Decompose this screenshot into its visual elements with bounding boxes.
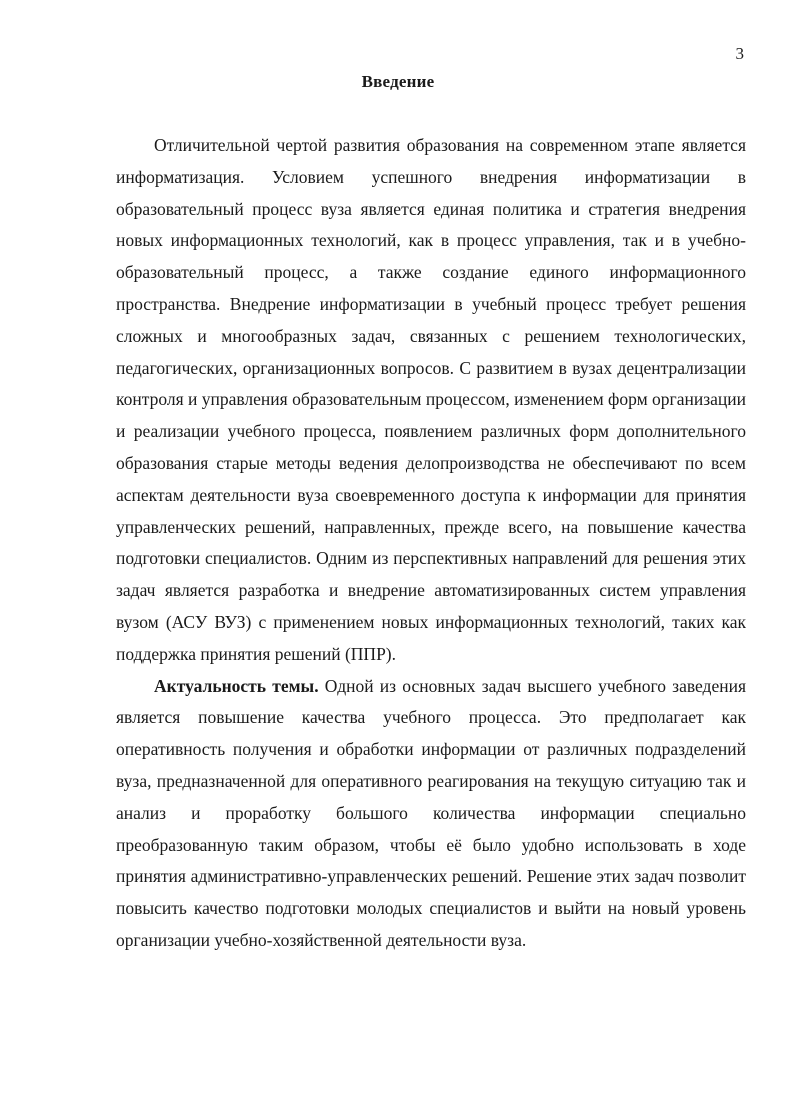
page-title: Введение xyxy=(361,72,435,91)
paragraph-introduction xyxy=(116,130,746,671)
paragraph-text: Одной из основных задач высшего учебного заведения является повышение качества учебного процесса. Это предполагает как оперативность получения и обработки информации от различных подразделений вуза, предназначенной для оперативного реагирования на текущую ситуацию так и анализ и проработку большого количества информации специально преобразованную таким образом, чтобы её было удобно использовать в ходе принятия административно-управленческих решений. Решение этих задач позволит повысить качество подготовки молодых специалистов и выйти на новый уровень организации учебно-хозяйственной деятельности вуза. xyxy=(116,675,747,950)
paragraph-text: Отличительной чертой развития образования на современном этапе является информатизация. Условием успешного внедрения информатизации в образовательный процесс вуза является единая политика и стратегия внедрения новых информационных технологий, как в процесс управления, так и в учебно-образовательный процесс, а также создание единого информационного пространства. Внедрение информатизации в учебный процесс требует решения сложных и многообразных задач, связанных с решением технологических, педагогических, организационных вопросов. С развитием в вузах децентрализации контроля и управления образовательным процессом, изменением форм организации и реализации учебного процесса, появлением различных форм дополнительного образования старые методы ведения делопроизводства не обеспечивают по всем аспектам деятельности вуза своевременного доступа к информации для принятия управленческих решений, направленных, прежде всего, на повышение качества подготовки специалистов. Одним из перспективных направлений для решения этих задач является разработка и внедрение автоматизированных систем управления вузом (АСУ ВУЗ) с применением новых информационных технологий, таких как поддержка принятия решений (ППР). xyxy=(116,135,746,664)
paragraph-relevance xyxy=(116,671,746,957)
paragraph-lead: Актуальность темы. xyxy=(154,675,319,696)
document-body xyxy=(116,130,746,957)
page-number: 3 xyxy=(735,44,744,63)
